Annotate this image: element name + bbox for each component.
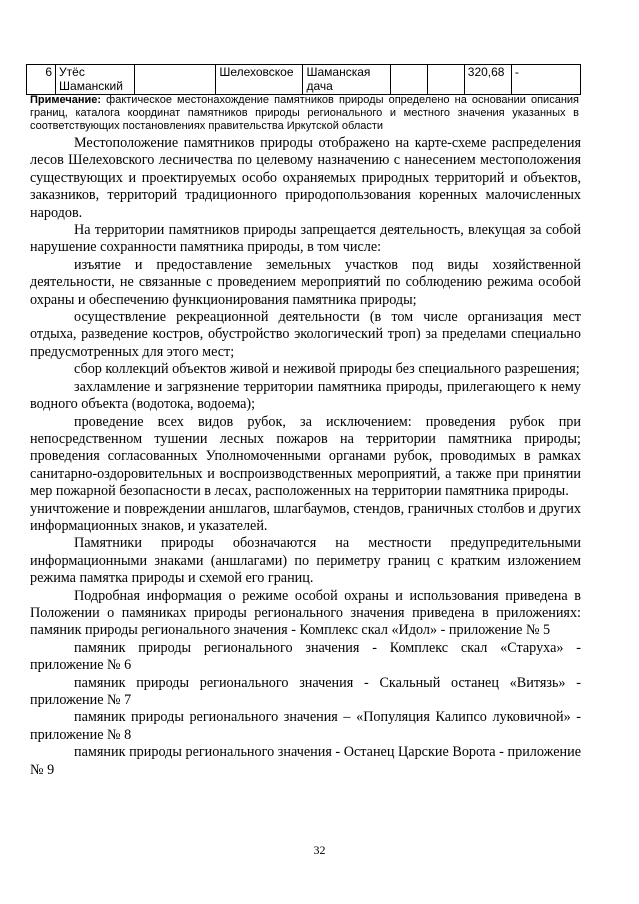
paragraph: памяник природы регионального значения - Комплекс скал «Старуха» - приложение № 6 [30,639,581,674]
table-cell [135,65,216,95]
paragraph: осуществление рекреационной деятельности (в том числе организация мест отдыха, разведение костров, обустройство экологический троп) за пределами специально предусмотренных для этого мест; [30,309,581,360]
body-text [30,135,581,779]
paragraph: захламление и загрязнение территории памятника природы, прилегающего к нему водного объекта (водотока, водоема); [30,378,581,413]
table-cell: 320,68 [464,65,511,95]
page-number: 32 [313,843,326,857]
table-cell [390,65,427,95]
paragraph: уничтожение и повреждении аншлагов, шлагбаумов, стендов, граничных столбов и других информационных знаков, и указателей. [30,500,581,534]
note-text: фактическое местонахождение памятников природы определено на основании описания границ, каталога координат памятников природы регионального и местного значения указанных в соответствующих постановлениях правительства Иркутской области [30,94,579,132]
table-row [27,65,581,95]
paragraph: Местоположение памятников природы отображено на карте-схеме распределения лесов Шелеховского лесничества по целевому назначению с нанесением местоположения существующих и проектируемых особо охраняемых природных территорий и объектов, заказников, территорий традиционного природопользования коренных малочисленных народов. [30,135,581,221]
paragraph: проведение всех видов рубок, за исключением: проведения рубок при непосредственном тушении лесных пожаров на территории памятника природы; проведения согласованных Уполномоченными органами рубок, проводимых в рамках санитарно-оздоровительных и воспроизводственных мероприятий, а также при принятии мер пожарной безопасности в лесах, расположенных на территории памятника природы. [30,413,581,500]
table-cell: - [511,65,580,95]
note-label: Примечание: [30,94,102,106]
paragraph: изъятие и предоставление земельных участков под виды хозяйственной деятельности, не связанные с проведением мероприятий по соблюдению режима особой охраны и обеспечению функционирования памятника природы; [30,256,581,308]
table-cell: Шелеховское [216,65,303,95]
table-note [30,94,579,133]
paragraph: сбор коллекций объектов живой и неживой природы без специального разрешения; [74,361,580,378]
paragraph: Памятники природы обозначаются на местности предупредительными информационными знаками (аншлагами) по периметру границ с кратким изложением режима памятка природы и схемой его границ. [30,535,581,587]
paragraph: памяник природы регионального значения - Останец Царские Ворота - приложение № 9 [30,744,581,778]
monuments-table [26,64,581,95]
table-cell: Шаманская дача [303,65,390,95]
paragraph: памяник природы регионального значения - Скальный останец «Витязь» - приложение № 7 [30,674,581,708]
paragraph: памяник природы регионального значения – «Популяция Калипсо луковичной» - приложение № 8 [30,709,581,743]
paragraph: На территории памятников природы запрещается деятельность, влекущая за собой нарушение сохранности памятника природы, в том числе: [30,222,581,256]
paragraph: Подробная информация о режиме особой охраны и использования приведена в Положении о памяниках природы регионального значения приведена в приложениях: памяник природы регионального значения - Комплекс скал «Идол» - приложение № 5 [30,587,581,639]
table-cell: Утёс Шаманский [56,65,135,95]
table-cell [427,65,464,95]
table-cell: 6 [27,65,56,95]
